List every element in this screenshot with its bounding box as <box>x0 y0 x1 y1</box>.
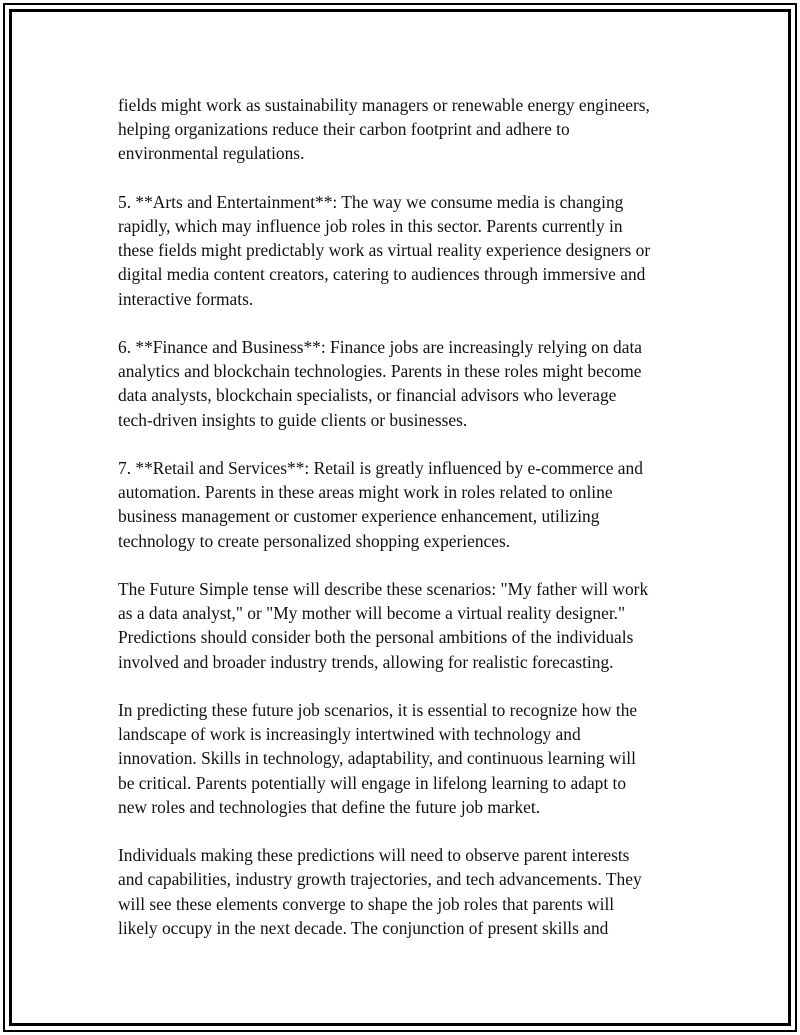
text-line: tech-driven insights to guide clients or businesses. <box>118 409 468 430</box>
text-line: be critical. Parents potentially will engage in lifelong learning to adapt to <box>118 772 627 793</box>
text-line: interactive formats. <box>118 288 254 309</box>
text-line: rapidly, which may influence job roles in this sector. Parents currently in <box>118 216 623 236</box>
text-line: helping organizations reduce their carbon footprint and adhere to <box>118 119 570 140</box>
text-line: The Future Simple tense will describe these scenarios: "My father will work <box>118 579 649 599</box>
paragraph-finance-business <box>118 335 698 432</box>
text-line: fields might work as sustainability managers or renewable energy engineers, <box>118 95 650 115</box>
text-line: Predictions should consider both the personal ambitions of the individuals <box>118 627 634 648</box>
document-body <box>118 93 698 964</box>
text-line: data analysts, blockchain specialists, or financial advisors who leverage <box>118 385 617 406</box>
text-line: will see these elements converge to shape the job roles that parents will <box>118 893 615 914</box>
text-line: In predicting these future job scenarios, it is essential to recognize how the <box>118 700 638 720</box>
paragraph-arts-entertainment <box>118 190 698 311</box>
paragraph-individuals-predictions <box>118 843 698 940</box>
text-line: these fields might predictably work as virtual reality experience designers or <box>118 240 651 261</box>
text-line: 7. **Retail and Services**: Retail is greatly influenced by e-commerce and <box>118 458 643 478</box>
text-line: analytics and blockchain technologies. Parents in these roles might become <box>118 361 642 382</box>
text-line: landscape of work is increasingly intertwined with technology and <box>118 724 581 745</box>
text-line: digital media content creators, catering to audiences through immersive and <box>118 264 646 285</box>
text-line: likely occupy in the next decade. The conjunction of present skills and <box>118 917 609 938</box>
paragraph-retail-services <box>118 456 698 553</box>
paragraph-predicting-scenarios <box>118 698 698 819</box>
text-line: Individuals making these predictions will need to observe parent interests <box>118 845 630 866</box>
text-line: 5. **Arts and Entertainment**: The way we consume media is changing <box>118 191 624 212</box>
text-line: new roles and technologies that define the future job market. <box>118 796 541 817</box>
text-line: business management or customer experience enhancement, utilizing <box>118 506 600 527</box>
text-line: innovation. Skills in technology, adaptability, and continuous learning will <box>118 748 636 769</box>
text-line: environmental regulations. <box>118 143 305 164</box>
text-line: involved and broader industry trends, allowing for realistic forecasting. <box>118 651 614 672</box>
text-line: as a data analyst," or "My mother will become a virtual reality designer." <box>118 603 626 624</box>
text-line: and capabilities, industry growth trajectories, and tech advancements. They <box>118 869 642 890</box>
text-line: technology to create personalized shopping experiences. <box>118 530 511 551</box>
text-line: automation. Parents in these areas might work in roles related to online <box>118 482 613 503</box>
paragraph-future-simple <box>118 577 698 674</box>
paragraph-environment-continued <box>118 93 698 166</box>
text-line: 6. **Finance and Business**: Finance jobs are increasingly relying on data <box>118 337 643 357</box>
